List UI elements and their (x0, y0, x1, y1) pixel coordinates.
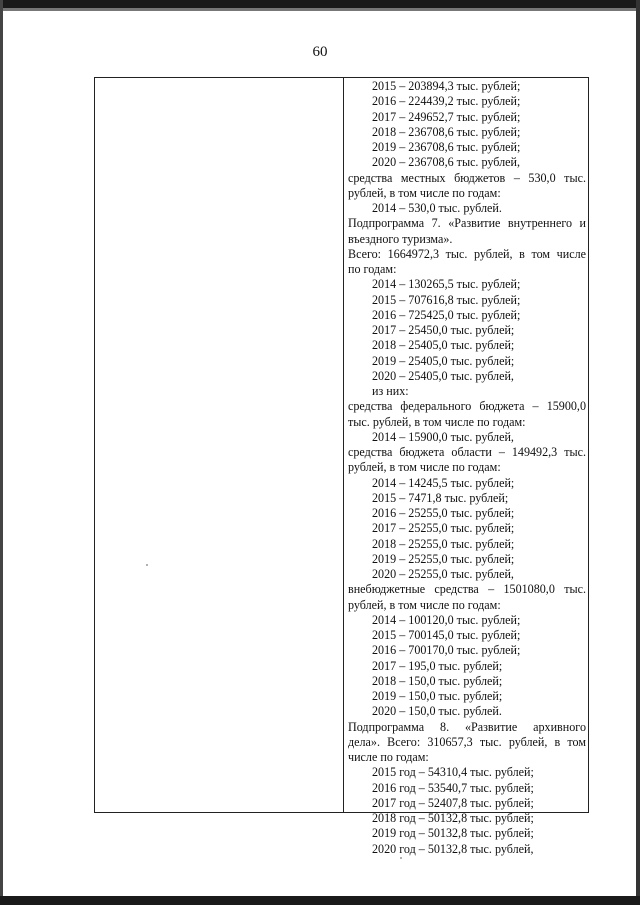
text-line: 2017 – 195,0 тыс. рублей; (372, 658, 503, 673)
column-divider (343, 78, 344, 812)
text-line: из них: (372, 384, 409, 398)
scan-edge-top-shadow (0, 8, 640, 11)
text-line: 2014 – 130265,5 тыс. рублей; (372, 277, 521, 292)
scan-speck (400, 857, 402, 859)
text-line: 2015 год – 54310,4 тыс. рублей; (372, 765, 534, 780)
text-line: 2015 – 203894,3 тыс. рублей; (372, 79, 521, 93)
text-line: 2018 год – 50132,8 тыс. рублей; (372, 811, 534, 825)
text-line: 2020 – 25405,0 тыс. рублей, (372, 368, 514, 383)
text-line: 2019 – 150,0 тыс. рублей; (372, 689, 503, 703)
text-line: 2016 год – 53540,7 тыс. рублей; (372, 780, 534, 795)
text-line: 2018 – 25255,0 тыс. рублей; (372, 536, 515, 551)
text-line: рублей, в том числе по годам: (348, 460, 501, 475)
scan-edge-bottom (0, 896, 640, 905)
text-line: Всего: 1664972,3 тыс. рублей, в том числе (348, 246, 586, 261)
text-line: по годам: (348, 262, 397, 276)
text-line: 2018 – 25405,0 тыс. рублей; (372, 338, 515, 353)
text-line: 2020 год – 50132,8 тыс. рублей, (372, 841, 534, 856)
text-line: 2020 – 150,0 тыс. рублей. (372, 704, 502, 719)
text-line: въездного туризма». (348, 231, 453, 246)
program-table (94, 77, 589, 856)
text-line: 2014 – 530,0 тыс. рублей. (372, 201, 502, 215)
text-line: 2019 – 236708,6 тыс. рублей; (372, 140, 521, 154)
text-line: тыс. рублей, в том числе по годам: (348, 414, 526, 429)
scan-speck (146, 564, 148, 566)
text-line: 2014 – 15900,0 тыс. рублей, (372, 429, 514, 444)
text-line: 2019 – 25255,0 тыс. рублей; (372, 551, 515, 566)
funding-text-cell (348, 79, 586, 857)
text-line: 2015 – 7471,8 тыс. рублей; (372, 490, 509, 505)
text-line: рублей, в том числе по годам: (348, 597, 501, 612)
text-line: 2018 – 150,0 тыс. рублей; (372, 673, 503, 688)
text-line: 2015 – 700145,0 тыс. рублей; (372, 628, 521, 642)
text-line: числе по годам: (348, 750, 429, 764)
text-line: 2016 – 224439,2 тыс. рублей; (372, 94, 521, 109)
text-line: 2017 год – 52407,8 тыс. рублей; (372, 795, 534, 810)
text-line: 2017 – 25450,0 тыс. рублей; (372, 323, 515, 337)
text-line: средства местных бюджетов – 530,0 тыс. (348, 170, 586, 185)
text-line: 2014 – 100120,0 тыс. рублей; (372, 612, 521, 627)
text-line: средства федерального бюджета – 15900,0 (348, 399, 586, 414)
page-number: 60 (312, 44, 328, 60)
text-line: 2016 – 700170,0 тыс. рублей; (372, 643, 521, 658)
text-line: 2019 – 25405,0 тыс. рублей; (372, 353, 515, 368)
text-line: 2017 – 249652,7 тыс. рублей; (372, 109, 521, 124)
text-line: дела». Всего: 310657,3 тыс. рублей, в том (348, 734, 586, 749)
text-line: 2017 – 25255,0 тыс. рублей; (372, 521, 515, 536)
text-line: рублей, в том числе по годам: (348, 185, 501, 200)
text-line: 2019 год – 50132,8 тыс. рублей; (372, 826, 534, 841)
text-line: 2014 – 14245,5 тыс. рублей; (372, 475, 515, 490)
text-line: Подпрограмма 8. «Развитие архивного (348, 719, 586, 734)
text-line: 2015 – 707616,8 тыс. рублей; (372, 292, 521, 307)
text-line: внебюджетные средства – 1501080,0 тыс. (348, 582, 586, 597)
text-line: 2016 – 725425,0 тыс. рублей; (372, 307, 521, 322)
text-line: 2020 – 25255,0 тыс. рублей, (372, 567, 514, 581)
scan-edge-right (636, 0, 640, 905)
text-line: 2020 – 236708,6 тыс. рублей, (372, 155, 521, 170)
text-line: средства бюджета области – 149492,3 тыс. (348, 445, 586, 459)
text-line: 2016 – 25255,0 тыс. рублей; (372, 506, 515, 520)
text-line: Подпрограмма 7. «Развитие внутреннего и (348, 216, 586, 231)
text-line: 2018 – 236708,6 тыс. рублей; (372, 124, 521, 139)
scan-edge-left (0, 0, 3, 905)
scan-edge-top (0, 0, 640, 8)
